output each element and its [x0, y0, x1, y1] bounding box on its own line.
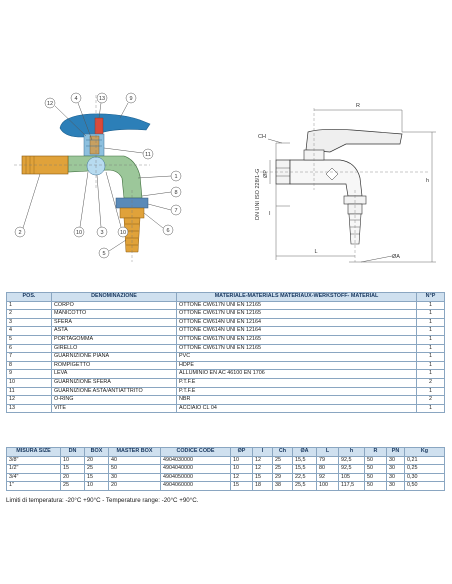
table-cell: 0,21 — [405, 456, 445, 465]
table-cell: 0,30 — [405, 473, 445, 482]
table-cell: MANICOTTO — [52, 310, 177, 319]
table-cell: 2 — [7, 310, 52, 319]
table-cell: OTTONE CW617N UNI EN 12165 — [177, 310, 417, 319]
table-cell: 15 — [231, 482, 253, 491]
parts-table — [6, 292, 445, 413]
size-table-header — [7, 448, 445, 457]
column-header: L — [317, 448, 339, 457]
table-row — [7, 404, 445, 413]
table-row — [7, 378, 445, 387]
callout-3 — [97, 175, 107, 237]
table-cell: 1 — [417, 404, 445, 413]
table-row — [7, 301, 445, 310]
table-cell: 15,5 — [293, 456, 317, 465]
table-cell: 50 — [109, 465, 161, 474]
table-row — [7, 456, 445, 465]
column-header: MATERIALE-MATERIALS MATERIAUX-WERKSTOFF- MATERIAL — [177, 293, 417, 302]
table-cell: OTTONE CW614N UNI EN 12164 — [177, 318, 417, 327]
table-cell: 3/8" — [7, 456, 61, 465]
table-cell: 10 — [85, 482, 109, 491]
table-cell: 1 — [417, 318, 445, 327]
dim-ch-label: CH — [258, 134, 266, 140]
dim-op-label: ØP — [263, 170, 269, 178]
table-cell: 25,5 — [293, 482, 317, 491]
table-cell: 1/2" — [7, 465, 61, 474]
table-cell: 22,5 — [293, 473, 317, 482]
table-row — [7, 318, 445, 327]
table-row — [7, 482, 445, 491]
table-row — [7, 327, 445, 336]
table-cell: O-RING — [52, 396, 177, 405]
svg-text:8: 8 — [174, 190, 178, 196]
svg-text:4: 4 — [74, 96, 78, 102]
table-cell: 92,5 — [339, 465, 365, 474]
table-cell: PORTAGOMMA — [52, 335, 177, 344]
table-cell: 10 — [231, 456, 253, 465]
table-cell: 3/4" — [7, 473, 61, 482]
table-cell: GUARNIZIONE PIANA — [52, 353, 177, 362]
table-cell: 1 — [417, 353, 445, 362]
table-cell: 1 — [417, 335, 445, 344]
column-header: MASTER BOX — [109, 448, 161, 457]
table-row — [7, 473, 445, 482]
column-header: ØP — [231, 448, 253, 457]
callout-7 — [148, 204, 181, 215]
dim-standard-label: DN UNI ISO 228/1-G — [255, 168, 261, 220]
column-header: h — [339, 448, 365, 457]
table-row — [7, 370, 445, 379]
svg-text:1: 1 — [174, 174, 178, 180]
column-header: Kg — [405, 448, 445, 457]
table-cell: 4 — [7, 327, 52, 336]
table-cell: GUARNIZIONE ASTA/ANTIATTRITO — [52, 387, 177, 396]
table-cell: 10 — [7, 378, 52, 387]
svg-text:11: 11 — [145, 152, 151, 158]
table-cell: 20 — [61, 473, 85, 482]
svg-text:13: 13 — [98, 96, 106, 102]
dim-h-label: h — [426, 178, 430, 184]
table-cell: CORPO — [52, 301, 177, 310]
table-cell: 30 — [387, 465, 405, 474]
callout-9 — [120, 93, 136, 118]
column-header: DENOMINAZIONE — [52, 293, 177, 302]
table-cell: GIRELLO — [52, 344, 177, 353]
column-header: POS. — [7, 293, 52, 302]
table-cell: LEVA — [52, 370, 177, 379]
table-cell: 50 — [365, 465, 387, 474]
table-cell: 2 — [417, 396, 445, 405]
table-cell: VITE — [52, 404, 177, 413]
table-cell: 1 — [7, 301, 52, 310]
table-cell: 12 — [7, 396, 52, 405]
table-cell: 4904050000 — [161, 473, 231, 482]
table-cell: 30 — [109, 473, 161, 482]
table-cell: 0,25 — [405, 465, 445, 474]
table-row — [7, 361, 445, 370]
table-cell: 79 — [317, 456, 339, 465]
table-cell: 40 — [109, 456, 161, 465]
table-cell: 20 — [85, 456, 109, 465]
technical-drawings — [0, 0, 452, 290]
temperature-note: Limiti di temperatura: -20°C +90°C - Temperature range: -20°C +90°C. — [6, 497, 199, 504]
svg-text:7: 7 — [174, 208, 178, 214]
table-cell: NBR — [177, 396, 417, 405]
table-cell: OTTONE CW614N UNI EN 12164 — [177, 327, 417, 336]
column-header: N°P — [417, 293, 445, 302]
svg-text:3: 3 — [100, 230, 104, 236]
table-cell: 15 — [61, 465, 85, 474]
table-cell: 6 — [7, 344, 52, 353]
svg-text:6: 6 — [166, 228, 170, 234]
table-cell: 25 — [61, 482, 85, 491]
table-cell: 12 — [253, 465, 273, 474]
table-cell: 13 — [7, 404, 52, 413]
callout-1 — [138, 171, 181, 181]
dim-i-label: I — [269, 211, 271, 217]
table-cell: GUARNIZIONE SFERA — [52, 378, 177, 387]
table-cell: 30 — [387, 456, 405, 465]
table-row — [7, 465, 445, 474]
table-cell: 50 — [365, 456, 387, 465]
table-cell: 105 — [339, 473, 365, 482]
table-cell: 18 — [253, 482, 273, 491]
table-cell: 25 — [273, 456, 293, 465]
table-cell: OTTONE CW617N UNI EN 12165 — [177, 335, 417, 344]
table-cell: 50 — [365, 482, 387, 491]
table-cell: 50 — [365, 473, 387, 482]
table-cell: 9 — [7, 370, 52, 379]
table-cell: 20 — [109, 482, 161, 491]
table-cell: 100 — [317, 482, 339, 491]
table-cell: 5 — [7, 335, 52, 344]
dim-r-label: R — [356, 103, 360, 109]
callout-5 — [99, 240, 126, 258]
table-cell: 80 — [317, 465, 339, 474]
size-table — [6, 447, 445, 491]
section-drawing — [14, 93, 181, 262]
callout-6 — [144, 213, 173, 235]
table-cell: 15 — [253, 473, 273, 482]
table-cell: 38 — [273, 482, 293, 491]
table-cell: 4904030000 — [161, 456, 231, 465]
dim-oa-label: ØA — [392, 254, 400, 260]
table-cell: 15,5 — [293, 465, 317, 474]
dimension-drawing — [255, 103, 436, 262]
table-cell: 8 — [7, 361, 52, 370]
table-cell: 4904060000 — [161, 482, 231, 491]
table-cell: 10 — [61, 456, 85, 465]
table-row — [7, 396, 445, 405]
table-cell: P.T.F.E — [177, 378, 417, 387]
svg-text:5: 5 — [102, 251, 106, 257]
table-cell: 10 — [231, 465, 253, 474]
column-header: I — [253, 448, 273, 457]
table-cell: 25 — [85, 465, 109, 474]
table-cell: 12 — [231, 473, 253, 482]
table-row — [7, 344, 445, 353]
callout-10 — [74, 172, 88, 237]
table-cell: 0,50 — [405, 482, 445, 491]
table-row — [7, 310, 445, 319]
table-row — [7, 387, 445, 396]
svg-text:10: 10 — [75, 230, 83, 236]
table-cell: 15 — [85, 473, 109, 482]
table-cell: 12 — [253, 456, 273, 465]
column-header: CODICE CODE — [161, 448, 231, 457]
table-cell: OTTONE CW617N UNI EN 12165 — [177, 344, 417, 353]
column-header: MISURA SIZE — [7, 448, 61, 457]
table-row — [7, 353, 445, 362]
column-header: PN — [387, 448, 405, 457]
table-cell: 1 — [417, 370, 445, 379]
table-cell: 11 — [7, 387, 52, 396]
table-row — [7, 335, 445, 344]
table-cell: P.T.F.E — [177, 387, 417, 396]
column-header: R — [365, 448, 387, 457]
column-header: DN — [61, 448, 85, 457]
table-cell: 1" — [7, 482, 61, 491]
table-cell: 1 — [417, 310, 445, 319]
dim-l-label: L — [314, 249, 318, 255]
parts-table-header — [7, 293, 445, 302]
table-cell: 1 — [417, 327, 445, 336]
table-cell: 1 — [417, 344, 445, 353]
table-cell: 1 — [417, 387, 445, 396]
svg-text:10: 10 — [119, 230, 127, 236]
table-cell: ROMPIGETTO — [52, 361, 177, 370]
column-header: ØA — [293, 448, 317, 457]
svg-text:12: 12 — [46, 101, 54, 107]
table-cell: ASTA — [52, 327, 177, 336]
table-cell: 92,5 — [339, 456, 365, 465]
table-cell: 25 — [273, 465, 293, 474]
svg-text:2: 2 — [18, 230, 22, 236]
table-cell: 3 — [7, 318, 52, 327]
table-cell: ACCIAIO CL 04 — [177, 404, 417, 413]
table-cell: 1 — [417, 361, 445, 370]
table-cell: HDPE — [177, 361, 417, 370]
table-cell: SFERA — [52, 318, 177, 327]
column-header: BOX — [85, 448, 109, 457]
svg-text:9: 9 — [129, 96, 133, 102]
table-cell: 1 — [417, 301, 445, 310]
table-cell: 92 — [317, 473, 339, 482]
callout-8 — [142, 187, 181, 197]
table-cell: 30 — [387, 473, 405, 482]
table-cell: OTTONE CW617N UNI EN 12165 — [177, 301, 417, 310]
table-cell: ALLUMINIO EN AC 46100 EN 1706 — [177, 370, 417, 379]
table-cell: 2 — [417, 378, 445, 387]
column-header: Ch — [273, 448, 293, 457]
table-cell: 29 — [273, 473, 293, 482]
callout-2 — [15, 174, 40, 237]
table-cell: 117,5 — [339, 482, 365, 491]
table-cell: PVC — [177, 353, 417, 362]
table-cell: 4904040000 — [161, 465, 231, 474]
table-cell: 7 — [7, 353, 52, 362]
table-cell: 30 — [387, 482, 405, 491]
